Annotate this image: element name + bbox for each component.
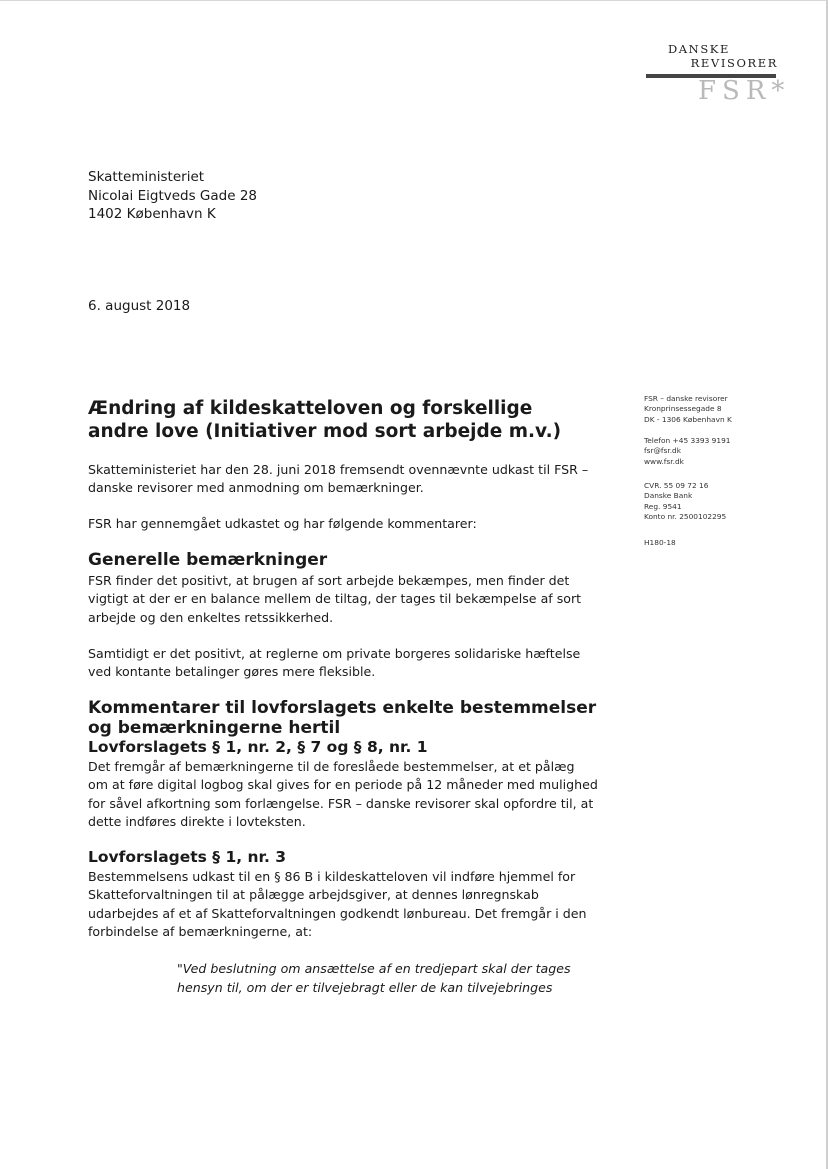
quote-block: "Ved beslutning om ansættelse af en tredjepart skal der tages hensyn til, om der er tilvejebragt eller de kan tilvejebringes xyxy=(177,961,571,995)
general-heading: Generelle bemærkninger xyxy=(88,550,328,570)
sidebar-reference: H180-18 xyxy=(644,538,676,547)
fsr-logo xyxy=(640,40,791,110)
sidebar-konto: Konto nr. 2500102295 xyxy=(644,512,727,522)
sidebar-bank xyxy=(644,481,726,523)
recipient-street: Nicolai Eigtveds Gade 28 xyxy=(88,187,258,204)
comments-section xyxy=(88,698,598,831)
logo-line-revisorer: REVISORER xyxy=(690,56,778,70)
recipient-city: 1402 København K xyxy=(88,206,216,222)
logo-mark: FSR* xyxy=(698,76,791,106)
intro-text-2: FSR har gennemgået udkastet og har følgende kommentarer: xyxy=(88,516,477,531)
letter-date: 6. august 2018 xyxy=(88,298,191,314)
sidebar-city: DK - 1306 København K xyxy=(644,414,732,424)
subsection-2 xyxy=(88,848,598,941)
sidebar-street: Kronprinsessegade 8 xyxy=(644,404,722,414)
subsection-paragraph-2: Bestemmelsens udkast til en § 86 B i kildeskatteloven vil indføre hjemmel for Skatteforvaltningen til at pålægge arbejdsgiver, at dennes lønregnskab udarbejdes af et af Skatteforvaltningen godkendt lønbureau. Det fremgår i den forbindelse af bemærkningerne, at: xyxy=(88,869,587,939)
sidebar-reg: Reg. 9541 xyxy=(644,501,682,511)
general-paragraph-2-block xyxy=(88,645,598,682)
recipient-address xyxy=(88,168,257,224)
sidebar-phone: Telefon +45 3393 9191 xyxy=(644,436,731,445)
letter-title: Ændring af kildeskatteloven og forskellige andre love (Initiativer mod sort arbejde m.v.) xyxy=(88,398,562,442)
general-paragraph-2: Samtidigt er det positivt, at reglerne om private borgeres solidariske hæftelse ved kontante betalinger gøres mere fleksible. xyxy=(88,646,581,680)
logo-line-danske: DANSKE xyxy=(667,42,730,56)
general-section xyxy=(88,550,598,627)
sidebar-web[interactable]: www.fsr.dk xyxy=(644,456,684,466)
sidebar-org-name: FSR – danske revisorer xyxy=(644,394,728,403)
recipient-name: Skatteministeriet xyxy=(88,169,205,185)
sidebar-address xyxy=(644,394,732,425)
comments-heading: Kommentarer til lovforslagets enkelte bestemmelser og bemærkningerne hertil xyxy=(88,698,597,738)
subsection-heading-2: Lovforslagets § 1, nr. 3 xyxy=(88,848,287,866)
sidebar-email[interactable]: fsr@fsr.dk xyxy=(644,446,682,456)
page-edge-top xyxy=(0,0,828,1)
sidebar-bank-name: Danske Bank xyxy=(644,491,693,501)
intro-text-1: Skatteministeriet har den 28. juni 2018 fremsendt ovennævnte udkast til FSR – danske revisorer med anmodning om bemærkninger. xyxy=(88,462,589,496)
intro-paragraph-1 xyxy=(88,461,598,498)
sidebar-contact xyxy=(644,436,730,467)
letter-title-block xyxy=(88,397,598,443)
sidebar-cvr: CVR. 55 09 72 16 xyxy=(644,481,709,490)
general-paragraph-1: FSR finder det positivt, at brugen af sort arbejde bekæmpes, men finder det vigtigt at der er en balance mellem de tiltag, der tages til bekæmpelse af sort arbejde og den enkeltes retssikkerhed. xyxy=(88,573,582,625)
subsection-heading-1: Lovforslagets § 1, nr. 2, § 7 og § 8, nr. 1 xyxy=(88,738,428,756)
subsection-paragraph-1: Det fremgår af bemærkningerne til de foreslåede bestemmelser, at et pålæg om at føre digital logbog skal gives for en periode på 12 måneder med mulighed for såvel afkortning som forlængelse. FSR – danske revisorer skal opfordre til, at dette indføres direkte i lovteksten. xyxy=(88,759,598,829)
intro-paragraph-2 xyxy=(88,515,598,533)
